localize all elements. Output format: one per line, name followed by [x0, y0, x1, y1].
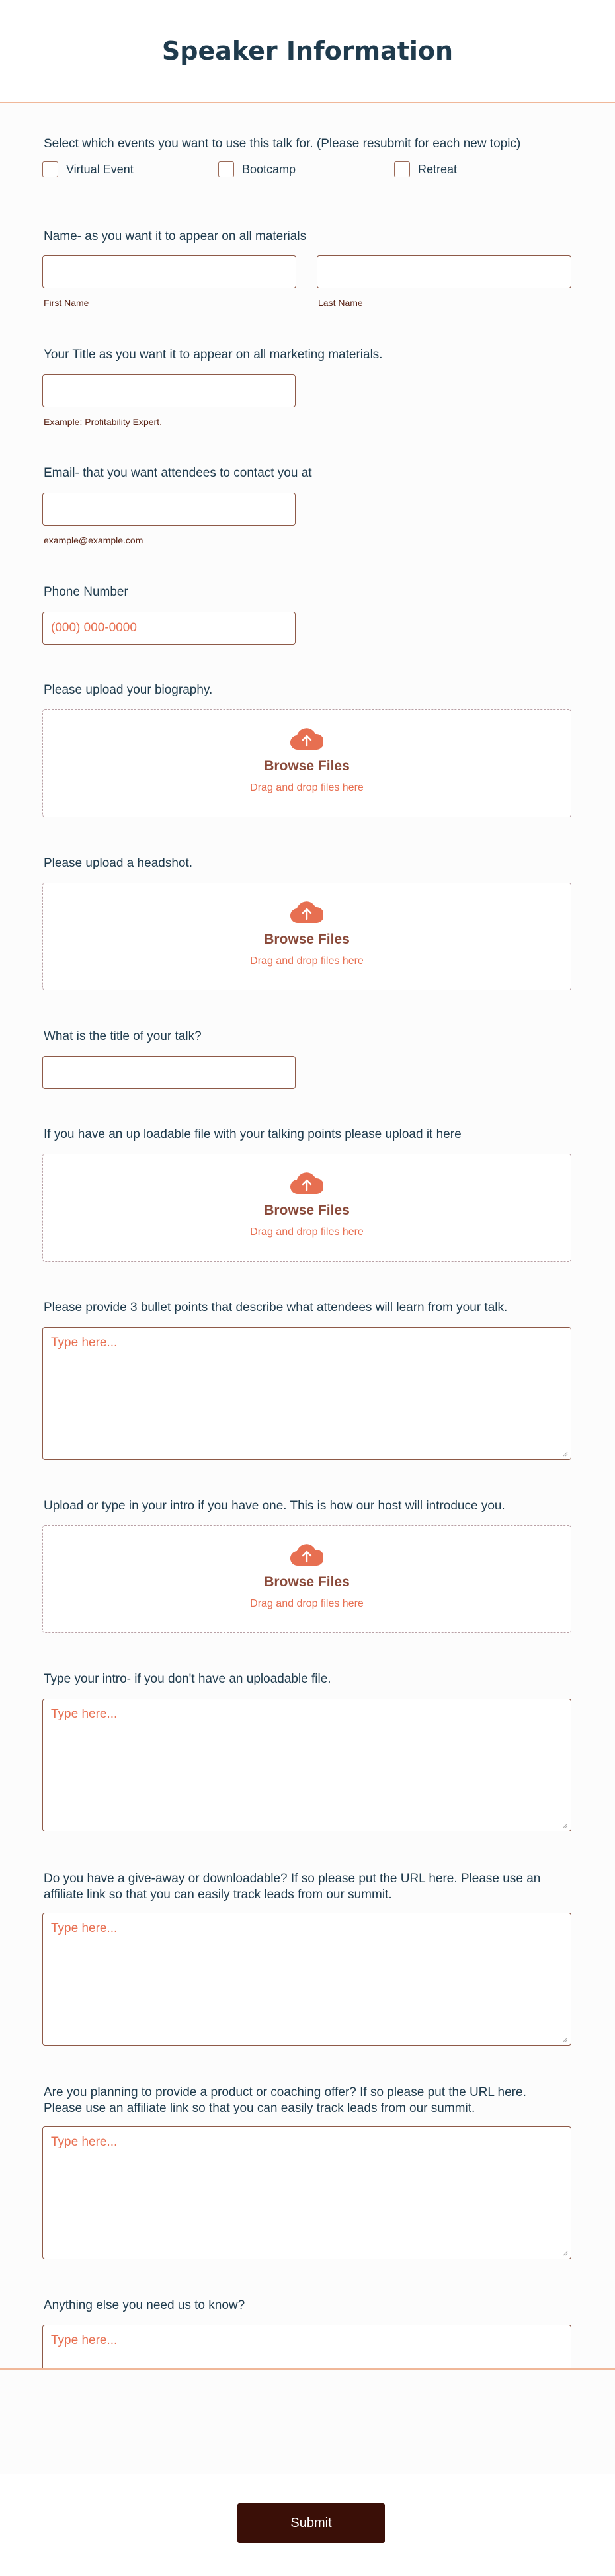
drag-drop-label: Drag and drop files here [250, 1598, 364, 1609]
events-question: Select which events you want to use this talk for. (Please resubmit for each new topic) [44, 137, 521, 151]
cloud-upload-icon [43, 726, 571, 754]
textarea-placeholder: Type here... [51, 1336, 118, 1349]
anything-else-question: Anything else you need us to know? [44, 2298, 245, 2312]
intro-upload-question: Upload or type in your intro if you have one. This is how our host will introduce you. [44, 1499, 505, 1513]
browse-files-label[interactable]: Browse Files [264, 932, 350, 947]
resize-grip-icon[interactable] [561, 2036, 568, 2042]
resize-grip-icon[interactable] [561, 1822, 568, 1828]
talk-title-question: What is the title of your talk? [44, 1029, 202, 1043]
phone-placeholder: (000) 000-0000 [51, 621, 137, 635]
email-question: Email- that you want attendees to contact you at [44, 466, 312, 480]
offer-question-line2: Please use an affiliate link so that you can easily track leads from our summit. [44, 2101, 475, 2115]
checkbox-box[interactable] [42, 161, 58, 177]
title-hint: Example: Profitability Expert. [44, 417, 162, 427]
checkbox-box[interactable] [218, 161, 234, 177]
browse-files-label[interactable]: Browse Files [264, 1203, 350, 1218]
resize-grip-icon[interactable] [561, 1450, 568, 1457]
talk-title-input[interactable] [42, 1056, 296, 1089]
drag-drop-label: Drag and drop files here [250, 955, 364, 967]
checkbox-box[interactable] [394, 161, 410, 177]
checkbox-retreat[interactable] [394, 161, 570, 177]
checkbox-label: Bootcamp [242, 162, 296, 176]
title-question: Your Title as you want it to appear on all marketing materials. [44, 348, 383, 362]
bullets-textarea[interactable] [42, 1327, 571, 1460]
offer-question-line1: Are you planning to provide a product or coaching offer? If so please put the URL here. [44, 2085, 526, 2099]
first-name-input[interactable] [42, 255, 296, 288]
speaker-form [0, 103, 615, 2474]
browse-files-label[interactable]: Browse Files [264, 758, 350, 774]
intro-upload[interactable] [42, 1525, 571, 1633]
title-input[interactable] [42, 374, 296, 407]
textarea-placeholder: Type here... [51, 1707, 118, 1721]
checkbox-bootcamp[interactable] [218, 161, 394, 177]
form-footer [0, 2368, 615, 2473]
drag-drop-label: Drag and drop files here [250, 782, 364, 793]
biography-question: Please upload your biography. [44, 683, 213, 697]
checkbox-virtual-event[interactable] [42, 161, 218, 177]
cloud-upload-icon [43, 1170, 571, 1199]
giveaway-textarea[interactable] [42, 1913, 571, 2046]
page-header [0, 0, 615, 103]
submit-button[interactable]: Submit [237, 2503, 385, 2543]
email-hint: example@example.com [44, 535, 144, 545]
giveaway-question-line2: affiliate link so that you can easily track leads from our summit. [44, 1888, 392, 1902]
offer-textarea[interactable] [42, 2126, 571, 2259]
email-input[interactable] [42, 493, 296, 526]
checkbox-label: Retreat [418, 162, 458, 176]
cloud-upload-icon [43, 1542, 571, 1570]
textarea-placeholder: Type here... [51, 1921, 118, 1935]
checkbox-label: Virtual Event [66, 162, 134, 176]
last-name-label: Last Name [318, 298, 363, 308]
last-name-input[interactable] [317, 255, 571, 288]
browse-files-label[interactable]: Browse Files [264, 1574, 350, 1590]
bullets-question: Please provide 3 bullet points that describe what attendees will learn from your talk. [44, 1301, 508, 1314]
giveaway-question [44, 1871, 540, 1903]
page-title: Speaker Information [161, 36, 454, 65]
headshot-question: Please upload a headshot. [44, 856, 193, 870]
giveaway-question-line1: Do you have a give-away or downloadable? If so please put the URL here. Please use an [44, 1872, 541, 1886]
offer-question [44, 2085, 526, 2116]
headshot-upload[interactable] [42, 883, 571, 990]
talking-points-upload[interactable] [42, 1154, 571, 1262]
events-checkbox-group [42, 161, 570, 177]
phone-question: Phone Number [44, 585, 128, 599]
name-question: Name- as you want it to appear on all materials [44, 229, 307, 243]
intro-text-question: Type your intro- if you don't have an uploadable file. [44, 1672, 331, 1686]
textarea-placeholder: Type here... [51, 2135, 118, 2149]
textarea-placeholder: Type here... [51, 2333, 118, 2347]
resize-grip-icon[interactable] [561, 2249, 568, 2256]
cloud-upload-icon [43, 899, 571, 928]
phone-input[interactable] [42, 612, 296, 645]
first-name-label: First Name [44, 298, 89, 308]
biography-upload[interactable] [42, 709, 571, 817]
drag-drop-label: Drag and drop files here [250, 1227, 364, 1238]
talking-points-question: If you have an up loadable file with your talking points please upload it here [44, 1127, 462, 1141]
intro-textarea[interactable] [42, 1699, 571, 1831]
